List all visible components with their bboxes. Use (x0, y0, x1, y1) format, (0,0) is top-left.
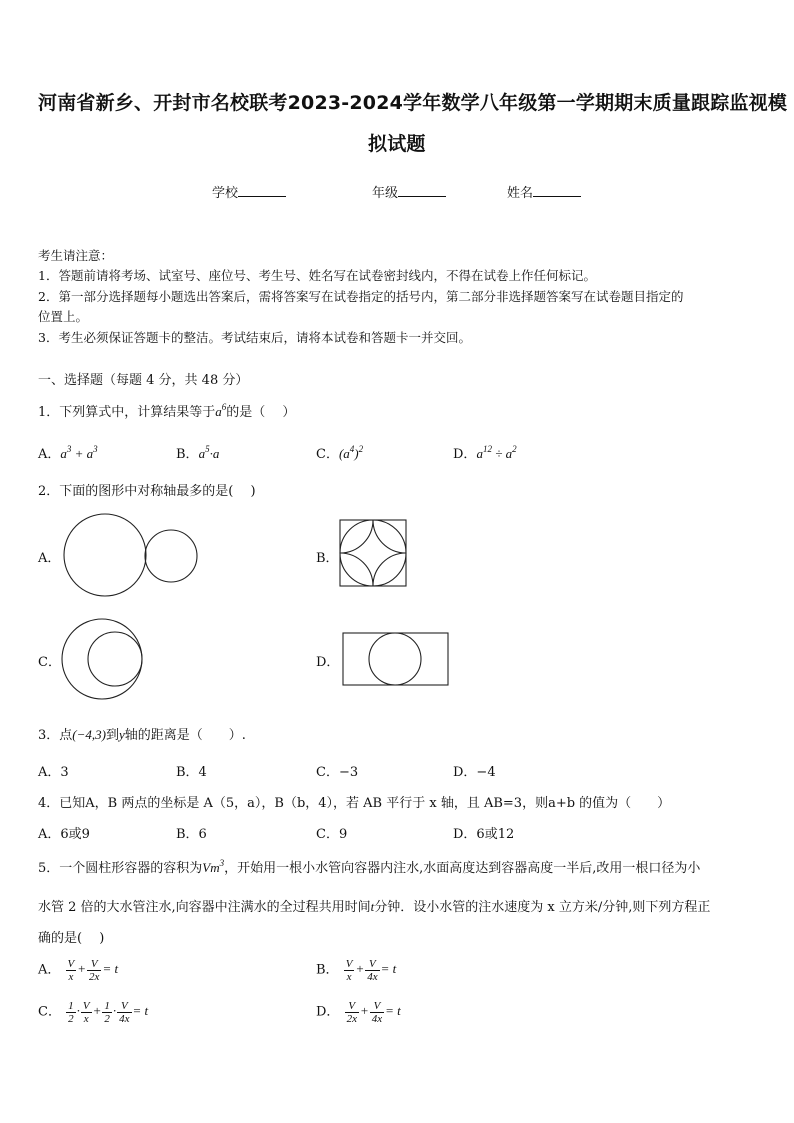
notice-item-2b: 位置上。 (38, 309, 89, 324)
q4-option-d: D．6或12 (453, 827, 515, 842)
q1-option-c-expr: $(a^4)^2$ (338, 444, 364, 461)
q2-d-rectangle (343, 633, 448, 685)
q3-stem-pre: 3．点 (38, 728, 73, 743)
notice-item-1: 1．答题前请将考场、试室号、座位号、考生号、姓名写在试卷密封线内，不得在试卷上作任何标记。 (38, 268, 596, 283)
grade-label: 年级 (372, 186, 399, 201)
q4-option-a: A．6或9 (38, 827, 90, 842)
q2-figure-d (340, 630, 452, 688)
q4-stem: 4．已知A，B 两点的坐标是 A（5，a），B（b，4），若 AB 平行于 x 轴，且 AB=3，则a+b 的值为（ ） (38, 796, 671, 811)
section-heading: 一、选择题（每题 4 分，共 48 分） (38, 373, 249, 388)
notice-item-2a: 2．第一部分选择题每小题选出答案后，需将答案写在试卷指定的括号内，第二部分非选择题答案写在试卷题目指定的 (38, 289, 684, 304)
q2-figure-c (60, 616, 146, 702)
q1-option-a-label: A． (38, 447, 61, 462)
q3-stem-post: 轴的距离是（ ）. (124, 728, 246, 743)
q3-option-c: C．−3 (316, 765, 359, 780)
q5-option-d (316, 1000, 401, 1025)
q3-option-b: B．4 (176, 765, 207, 780)
q4-option-b: B．6 (176, 827, 207, 842)
q5-line1-post: ，开始用一根小水管向容器内注水,水面高度达到容器高度一半后,改用一根口径为小 (224, 861, 701, 876)
q5-option-b-expr: $\frac{V}{x}$ + $\frac{V}{4x}$ = t (345, 958, 397, 983)
q3-stem-mid: 到 (105, 728, 119, 743)
q1-option-b-label: B． (176, 447, 199, 462)
grade-blank (398, 184, 446, 197)
q5-option-c (38, 1000, 148, 1025)
q5-option-c-label: C． (38, 1004, 61, 1020)
q1-option-c-label: C． (316, 447, 339, 462)
q3-stem (38, 724, 246, 743)
q1-stem (38, 401, 295, 420)
q1-option-a-expr: $a^3 + a^3$ (60, 444, 98, 461)
q5-line-1 (38, 857, 700, 876)
q5-volume: Vm$^3$ (202, 858, 225, 875)
q1-stem-post: 的是（ ） (226, 405, 296, 420)
q5-option-a (38, 958, 118, 983)
q2-figure-a (62, 512, 202, 598)
q3-option-a: A．3 (38, 765, 69, 780)
q3-point: (−4,3) (72, 727, 106, 742)
q2-option-b-label: B． (316, 551, 339, 566)
name-blank (533, 184, 581, 197)
q3-option-d: D．−4 (453, 765, 496, 780)
q5-line2-pre: 水管 2 倍的大水管注水,向容器中注满水的全过程共用时间 (38, 900, 371, 915)
q5-option-c-expr: $\frac{1}{2}$ · $\frac{V}{x}$ + $\frac{1}{2}$ · $\frac{V}{4x}$ = t (68, 1000, 149, 1025)
notice-heading: 考生请注意： (38, 248, 114, 263)
notice-item-3: 3．考生必须保证答题卡的整洁。考试结束后，请将本试卷和答题卡一并交回。 (38, 330, 471, 345)
q1-option-d-label: D． (453, 447, 477, 462)
q2-option-d-label: D． (316, 655, 340, 670)
name-field (507, 182, 581, 201)
q2-figure-b (338, 518, 410, 590)
name-label: 姓名 (507, 186, 534, 201)
grade-field (372, 182, 446, 201)
school-field (212, 182, 286, 201)
q2-a-small-circle (145, 530, 197, 582)
school-blank (238, 184, 286, 197)
q2-d-circle (369, 633, 421, 685)
q4-option-c: C．9 (316, 827, 348, 842)
q5-option-d-label: D． (316, 1004, 340, 1020)
q5-time-var: t (370, 899, 375, 914)
q5-option-a-label: A． (38, 962, 61, 978)
exam-title-line2: 拟试题 (368, 133, 426, 155)
q5-option-b-label: B． (316, 962, 339, 978)
q5-option-d-expr: $\frac{V}{2x}$ + $\frac{V}{4x}$ = t (346, 1000, 401, 1025)
q1-option-b-expr: $a^5\cdot a$ (198, 444, 220, 461)
q2-option-a-label: A． (38, 551, 61, 566)
q3-axis: y (118, 727, 125, 742)
school-label: 学校 (212, 186, 239, 201)
q2-c-outer-circle (62, 619, 142, 699)
q5-line1-pre: 5．一个圆柱形容器的容积为 (38, 861, 203, 876)
q2-option-c-label: C． (38, 655, 61, 670)
q5-line-3: 确的是( ) (38, 931, 105, 946)
q1-option-b (176, 443, 219, 462)
q5-line-2 (38, 896, 710, 915)
q5-line2-post: 分钟．设小水管的注水速度为 x 立方米/分钟,则下列方程正 (374, 900, 711, 915)
q1-option-d-expr: $a^{12} \div a^2$ (476, 444, 517, 461)
q1-option-d (453, 443, 517, 462)
q1-stem-pre: 1．下列算式中，计算结果等于 (38, 405, 216, 420)
q5-option-a-expr: $\frac{V}{x}$ + $\frac{V}{2x}$ = t (67, 958, 119, 983)
q1-option-a (38, 443, 98, 462)
exam-title-line1: 河南省新乡、开封市名校联考2023-2024学年数学八年级第一学期期末质量跟踪监视模 (38, 92, 788, 114)
q2-c-inner-circle (88, 632, 142, 686)
q1-option-c (316, 443, 363, 462)
q2-a-large-circle (64, 514, 146, 596)
q5-option-b (316, 958, 396, 983)
q2-stem: 2．下面的图形中对称轴最多的是( ) (38, 484, 256, 499)
q1-target-expr: $a^6$ (215, 402, 227, 419)
